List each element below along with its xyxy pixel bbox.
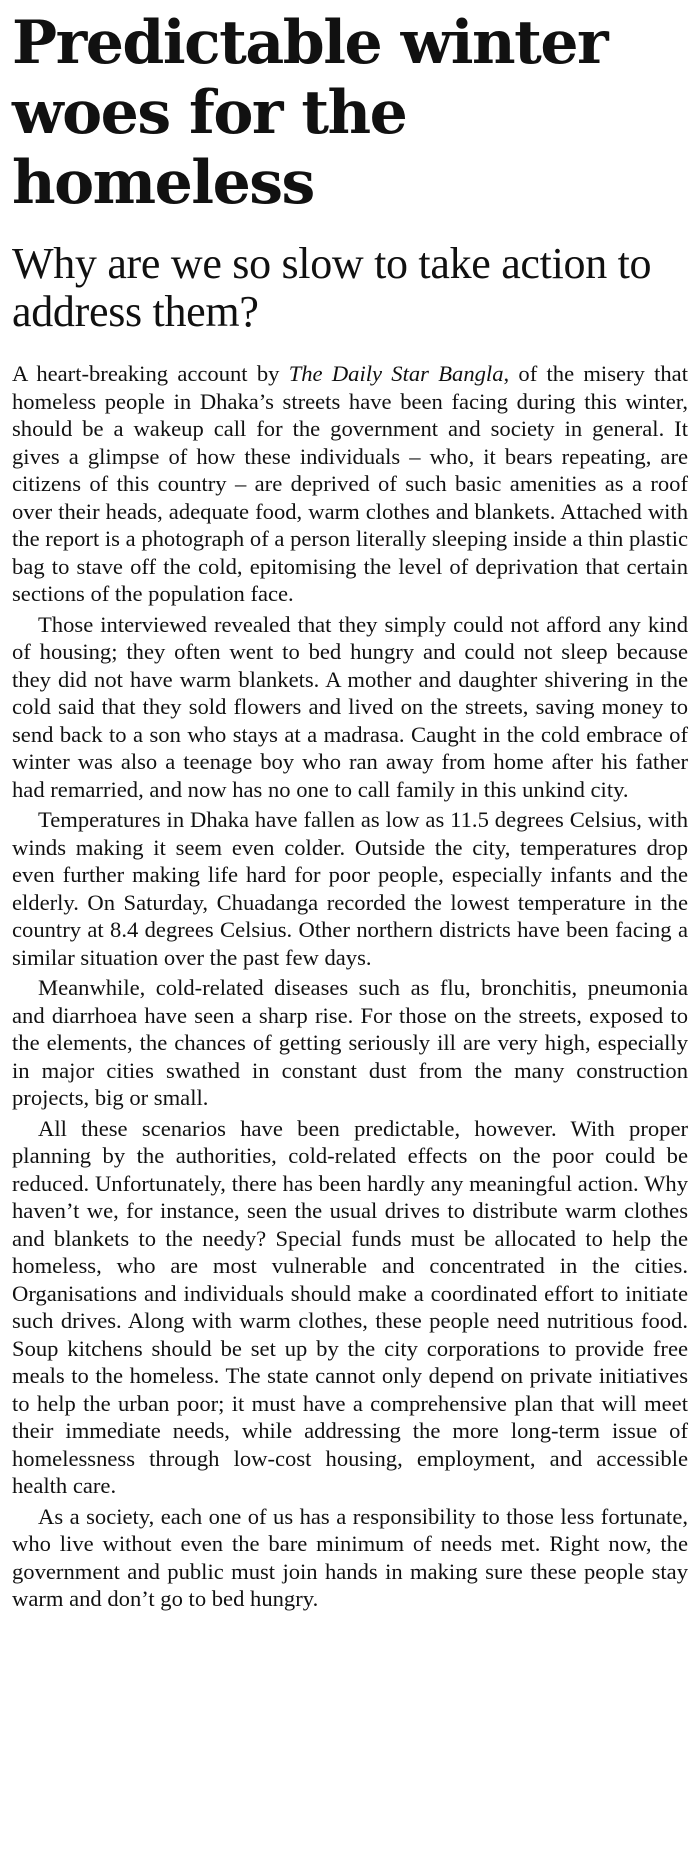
paragraph-6: As a society, each one of us has a responsibility to those less fortunate, who live without even the bare minimum of needs met. Right now, the government and public must join hands in making sure these people stay warm and don’t go to bed hungry.: [12, 1503, 688, 1611]
paragraph-1: [12, 360, 688, 608]
paragraph-2: Those interviewed revealed that they simply could not afford any kind of housing; they often went to bed hungry and could not sleep because they did not have warm blankets. A mother and daughter shivering in the cold said that they sold flowers and lived on the streets, saving money to send back to a son who stays at a madrasa. Caught in the cold embrace of winter was also a teenage boy who ran away from home after his father had remarried, and now has no one to call family in this unkind city.: [12, 611, 688, 802]
headline: Predictable winter woes for the homeless: [12, 8, 608, 218]
paragraph-3: Temperatures in Dhaka have fallen as low as 11.5 degrees Celsius, with winds making it seem even colder. Outside the city, temperatures drop even further making life hard for poor people, especially infants and the elderly. On Saturday, Chuadanga recorded the lowest temperature in the country at 8.4 degrees Celsius. Other northern districts have been facing a similar situation over the past few days.: [12, 807, 688, 970]
publication-name: The Daily Star Bangla: [288, 361, 504, 386]
paragraph-1-lead: A heart-breaking account by: [12, 361, 289, 386]
editorial-article: [12, 8, 688, 1616]
subheadline: Why are we so slow to take action to address them?: [12, 239, 652, 336]
paragraph-1-rest: , of the misery that homeless people in Dhaka’s streets have been facing during this winter, should be a wakeup call for the government and society in general. It gives a glimpse of how these individuals – who, it bears repeating, are citizens of this country – are deprived of such basic amenities as a roof over their heads, adequate food, warm clothes and blankets. Attached with the report is a photograph of a person literally sleeping inside a thin plastic bag to stave off the cold, epitomising the level of deprivation that certain sections of the population face.: [12, 361, 688, 606]
paragraph-4: Meanwhile, cold-related diseases such as flu, bronchitis, pneumonia and diarrhoea have seen a sharp rise. For those on the streets, exposed to the elements, the chances of getting seriously ill are very high, especially in major cities swathed in constant dust from the many construction projects, big or small.: [12, 975, 688, 1110]
article-body: [12, 360, 688, 1613]
paragraph-5: All these scenarios have been predictable, however. With proper planning by the authorities, cold-related effects on the poor could be reduced. Unfortunately, there has been hardly any meaningful action. Why haven’t we, for instance, seen the usual drives to distribute warm clothes and blankets to the needy? Special funds must be allocated to help the homeless, who are most vulnerable and concentrated in the cities. Organisations and individuals should make a coordinated effort to initiate such drives. Along with warm clothes, these people need nutritious food. Soup kitchens should be set up by the city corporations to provide free meals to the homeless. The state cannot only depend on private initiatives to help the urban poor; it must have a comprehensive plan that will meet their immediate needs, while addressing the more long-term issue of homelessness through low-cost housing, employment, and accessible health care.: [12, 1115, 688, 1498]
